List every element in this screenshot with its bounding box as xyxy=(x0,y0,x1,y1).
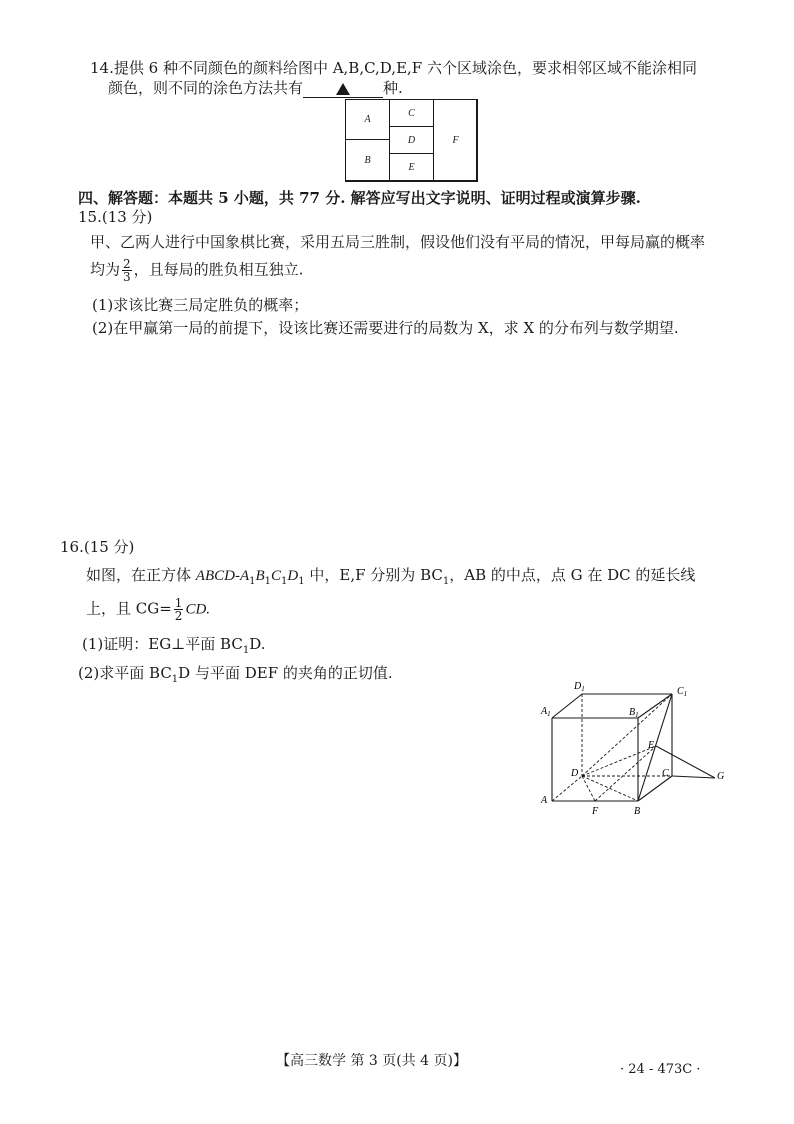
q16-p1b: D. xyxy=(249,635,266,653)
label-g: G xyxy=(717,771,725,782)
q16-t1: 如图，在正方体 xyxy=(86,566,196,584)
region-d: D xyxy=(389,126,434,154)
q16-t7: ，AB 的中点，点 G 在 DC 的延长线 xyxy=(449,566,696,584)
label-f: F xyxy=(592,806,599,817)
q16-number: 16.(15 分) xyxy=(60,538,135,556)
sub: 1 xyxy=(264,576,272,587)
q16-part2 xyxy=(78,663,393,690)
region-f: F xyxy=(433,99,478,182)
q16-t8: 上，且 CG= xyxy=(86,599,172,618)
q16-line2 xyxy=(86,597,210,622)
q14-line2 xyxy=(108,78,403,98)
answer-blank[interactable] xyxy=(303,79,383,98)
q14-number: 14. xyxy=(90,59,114,77)
q16-t2: ABCD-A xyxy=(195,568,250,584)
sub: 1 xyxy=(281,576,288,587)
frac-den: 3 xyxy=(123,270,131,284)
label-c: C xyxy=(662,768,669,779)
label-a1: $A_1$ xyxy=(541,706,551,718)
coloring-grid xyxy=(345,99,477,181)
sub: 1 xyxy=(298,576,305,587)
q15-number: 15.(13 分) xyxy=(78,208,153,226)
q14-text-2: 颜色，则不同的涂色方法共有 xyxy=(108,79,304,97)
q15-line1: 甲、乙两人进行中国象棋比赛，采用五局三胜制，假设他们没有平局的情况，甲每局赢的概率 xyxy=(90,233,706,251)
q16-p2a: (2)求平面 BC xyxy=(78,664,172,682)
page-footer: 【高三数学 第 3 页(共 4 页)】 xyxy=(276,1053,467,1069)
q15-part1: (1)求该比赛三局定胜负的概率； xyxy=(92,296,309,314)
q14-text-3: 种. xyxy=(383,79,403,97)
region-e: E xyxy=(389,153,434,182)
fraction-two-thirds xyxy=(122,258,132,283)
q15-part2: (2)在甲赢第一局的前提下，设该比赛还需要进行的局数为 X，求 X 的分布列与数学期望. xyxy=(92,319,679,337)
q14-text-1: 提供 6 种不同颜色的颜料给图中 A,B,C,D,E,F 六个区域涂色，要求相邻区域不能涂相同 xyxy=(113,59,697,77)
region-c: C xyxy=(389,99,434,127)
frac-num: 1 xyxy=(174,596,183,610)
label-a: A xyxy=(541,795,548,806)
label-b: B xyxy=(634,806,641,817)
q16-t9: CD. xyxy=(185,601,211,618)
q16-t5: D xyxy=(287,568,299,584)
sub: 1 xyxy=(442,576,450,587)
triangle-icon xyxy=(336,83,350,95)
q16-part1 xyxy=(82,634,265,661)
q16-p2b: D 与平面 DEF 的夹角的正切值. xyxy=(178,664,393,682)
sub: 1 xyxy=(249,576,256,587)
fraction-one-half xyxy=(174,597,184,622)
section-heading: 四、解答题：本题共 5 小题，共 77 分. 解答应写出文字说明、证明过程或演算步骤. xyxy=(78,189,641,207)
q16-t6: 中，E,F 分别为 BC xyxy=(304,566,443,584)
q15-text-pre: 均为 xyxy=(90,260,121,279)
q16-line1 xyxy=(86,565,695,592)
q15-line2 xyxy=(90,258,303,283)
sub: 1 xyxy=(171,674,179,685)
doc-code: · 24 - 473C · xyxy=(620,1062,701,1077)
label-e: E xyxy=(648,740,655,751)
q16-t3: B xyxy=(255,568,265,584)
region-b: B xyxy=(345,139,390,182)
label-b1: $B_1$ xyxy=(629,707,639,719)
q15-text-post: ，且每局的胜负相互独立. xyxy=(133,260,304,279)
label-d1: $D_1$ xyxy=(574,681,585,693)
cube-figure xyxy=(530,676,730,821)
q16-t4: C xyxy=(271,568,282,584)
q16-p1a: (1)证明：EG⊥平面 BC xyxy=(82,635,243,653)
frac-den: 2 xyxy=(174,609,183,623)
label-d: D xyxy=(571,768,579,779)
region-a: A xyxy=(345,99,390,140)
q14-line1 xyxy=(90,58,697,78)
sub: 1 xyxy=(242,645,250,656)
frac-num: 2 xyxy=(123,257,131,271)
label-c1: $C_1$ xyxy=(677,686,688,698)
